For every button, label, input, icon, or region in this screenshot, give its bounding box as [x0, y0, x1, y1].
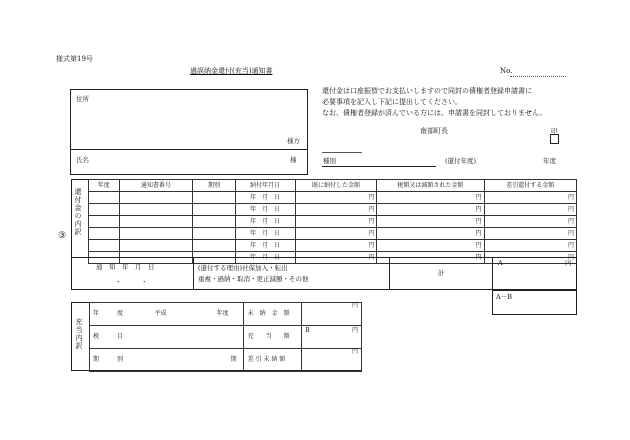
offset-tax-label: 税 目: [90, 326, 133, 349]
offset-table: [89, 302, 362, 372]
unpaid-amount-label: 未 納 金 額: [243, 303, 302, 326]
nendo-label: 年度: [543, 157, 556, 165]
date-cell: 年 月 日: [235, 252, 295, 264]
yen-cell: 円: [295, 252, 377, 264]
document-no-line: [510, 76, 566, 77]
kind-underline: [322, 166, 436, 167]
breakdown-table: [88, 179, 577, 264]
offset-period-suffix: 期: [195, 349, 243, 372]
header-notice-number: 通知書番号: [119, 180, 193, 192]
yen-cell: 円: [377, 204, 484, 216]
header-reduced-amount: 税額又は減額された金額: [377, 180, 484, 192]
yen-cell: 円: [484, 240, 577, 252]
reason-divider: [389, 257, 390, 290]
offset-amount-label: 充 当 額: [243, 326, 302, 349]
sama-label: 様: [290, 156, 297, 164]
yen-cell: 円: [377, 228, 484, 240]
notice-line-3: なお、債権者登録が済んでいる方には、申請書を同封しておりません。: [322, 109, 547, 117]
offset-row-period: [90, 349, 362, 372]
header-already-paid: 既に納付した金額: [295, 180, 377, 192]
date-cell: 年 月 日: [235, 228, 295, 240]
date-cell: 年 月 日: [235, 216, 295, 228]
yen-cell: 円: [484, 204, 577, 216]
yen-cell: 円: [484, 216, 577, 228]
sama-kata-label: 様方: [287, 137, 300, 145]
offset-label: 充当内訳: [75, 318, 83, 350]
yen-cell: 円: [377, 240, 484, 252]
kind-topline: [322, 152, 362, 153]
breakdown-label: 還付金の内訳: [74, 188, 82, 236]
offset-row-year: [90, 303, 362, 326]
notice-line-2: 必要事項を記入し下記に提出してください。: [322, 98, 462, 106]
name-label: 氏名: [76, 156, 89, 164]
total-label: 計: [438, 269, 445, 277]
header-refund-amount: 差引還付する金額: [484, 180, 577, 192]
table-row: [89, 228, 577, 240]
offset-year-label: 年 度: [90, 303, 133, 326]
yen-cell: 円: [484, 228, 577, 240]
offset-b-label: B: [305, 327, 310, 334]
unpaid-amount-cell: 円: [302, 303, 362, 326]
date-cell: 年 月 日: [235, 192, 295, 204]
offset-year-era: 平成: [133, 303, 195, 326]
kind-label: 種別: [323, 157, 336, 165]
refund-reason-line-1: (還付する理由)社保加入・転出: [198, 264, 288, 272]
table-row: [89, 240, 577, 252]
table-row: [89, 216, 577, 228]
breakdown-header-row: [89, 180, 577, 192]
offset-year-suffix: 年度: [195, 303, 243, 326]
refund-year-label: (還付年度): [445, 157, 477, 165]
header-period: 期別: [193, 180, 235, 192]
form-number: 様式第19号: [56, 55, 93, 63]
notice-text: [322, 86, 546, 119]
header-payment-date: 納付年月日: [235, 180, 295, 192]
yen-cell: 円: [295, 192, 377, 204]
offset-row-tax: [90, 326, 362, 349]
breakdown-body: [89, 192, 577, 264]
table-row: [89, 192, 577, 204]
header-nendo: 年度: [89, 180, 120, 192]
yen-cell: 円: [295, 240, 377, 252]
document-no-label: No.: [500, 67, 513, 75]
mayor-label: 南部町長: [420, 127, 448, 135]
notice-date-label: 通 知 年 月 日: [96, 263, 155, 271]
remaining-unpaid-cell: 円: [302, 349, 362, 372]
address-label: 住所: [76, 95, 89, 103]
notice-date-dots: ・ ・: [115, 278, 148, 286]
yen-cell: 円: [484, 252, 577, 264]
seal-box: [550, 134, 559, 144]
yen-cell: 円: [295, 204, 377, 216]
offset-amount-cell: [302, 326, 362, 349]
remaining-unpaid-label: 差 引 未 納 額: [243, 349, 302, 372]
document-title: 過誤納金還付(充当)通知書: [190, 67, 273, 75]
yen-cell: 円: [377, 252, 484, 264]
refund-reason-line-2: 重複・過納・取消・更正減額・その他: [198, 275, 309, 283]
yen-cell: 円: [295, 216, 377, 228]
circle-three-marker: ③: [58, 231, 67, 241]
amount-a-yen: 円: [565, 259, 572, 267]
yen-cell: 円: [484, 192, 577, 204]
notice-date-divider: [193, 257, 194, 290]
amount-a-label: A: [498, 259, 503, 267]
seal-label: 印: [551, 127, 558, 135]
table-row: [89, 204, 577, 216]
offset-amount-yen: 円: [351, 327, 358, 334]
address-divider: [70, 149, 308, 150]
yen-cell: 円: [377, 216, 484, 228]
offset-period-label: 期 別: [90, 349, 133, 372]
amount-a-minus-b-label: A－B: [496, 293, 512, 301]
yen-cell: 円: [377, 192, 484, 204]
yen-cell: 円: [295, 228, 377, 240]
address-box: [70, 89, 308, 175]
date-cell: 年 月 日: [235, 240, 295, 252]
date-cell: 年 月 日: [235, 204, 295, 216]
notice-line-1: 還付金は口座振替でお支払いしますので同封の債権者登録申請書に: [322, 87, 532, 95]
